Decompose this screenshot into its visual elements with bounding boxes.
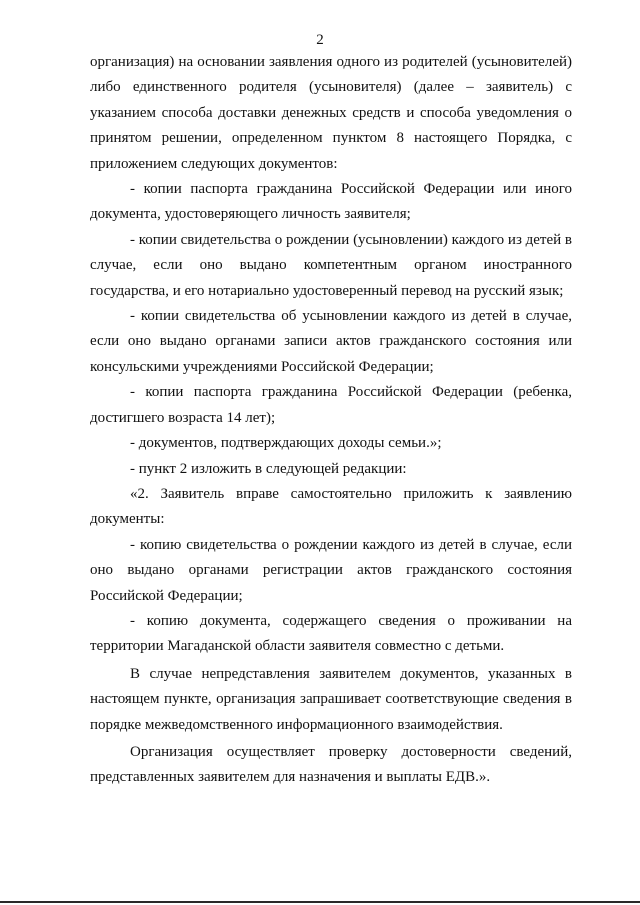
clause-2-heading: «2. Заявитель вправе самостоятельно приложить к заявлению документы: [90, 485, 572, 528]
scan-bottom-edge [0, 901, 640, 903]
document-body [90, 50, 572, 791]
list-item-residence-document: - копию документа, содержащего сведения о проживании на территории Магаданской области заявителя совместно с детьми. [90, 612, 572, 655]
paragraph-interagency-request: В случае непредставления заявителем документов, указанных в настоящем пункте, организация запрашивает соответствующие сведения в порядке межведомственного информационного взаимодействия. [90, 665, 572, 733]
list-item-adoption-certificate: - копии свидетельства об усыновлении каждого из детей в случае, если оно выдано органами записи актов гражданского состояния или консульскими учреждениями Российской Федерации; [90, 308, 572, 375]
list-item-birth-certificate-rf: - копию свидетельства о рождении каждого из детей в случае, если оно выдано органами регистрации актов гражданского состояния Российской Федерации; [90, 536, 572, 604]
list-item-birth-certificate-foreign: - копии свидетельства о рождении (усыновлении) каждого из детей в случае, если оно выдано компетентным органом иностранного государства, и его нотариально удостоверенный перевод на русский язык; [90, 231, 572, 299]
paragraph-verification: Организация осуществляет проверку достоверности сведений, представленных заявителем для назначения и выплаты ЕДВ.». [90, 743, 572, 786]
page-number: 2 [316, 32, 324, 48]
paragraph-intro: организация) на основании заявления одного из родителей (усыновителей) либо единственного родителя (усыновителя) (далее – заявитель) с указанием способа доставки денежных средств и способа уведомления о принятом решении, определенном пунктом 8 настоящего Порядка, с приложением следующих документов: [90, 54, 572, 172]
list-item-child-passport: - копии паспорта гражданина Российской Федерации (ребенка, достигшего возраста 14 лет); [90, 384, 572, 426]
list-item-passport-copy: - копии паспорта гражданина Российской Федерации или иного документа, удостоверяющего личность заявителя; [90, 181, 572, 223]
list-item-income-documents: - документов, подтверждающих доходы семьи.»; [130, 435, 442, 452]
amendment-instruction: - пункт 2 изложить в следующей редакции: [130, 460, 407, 477]
